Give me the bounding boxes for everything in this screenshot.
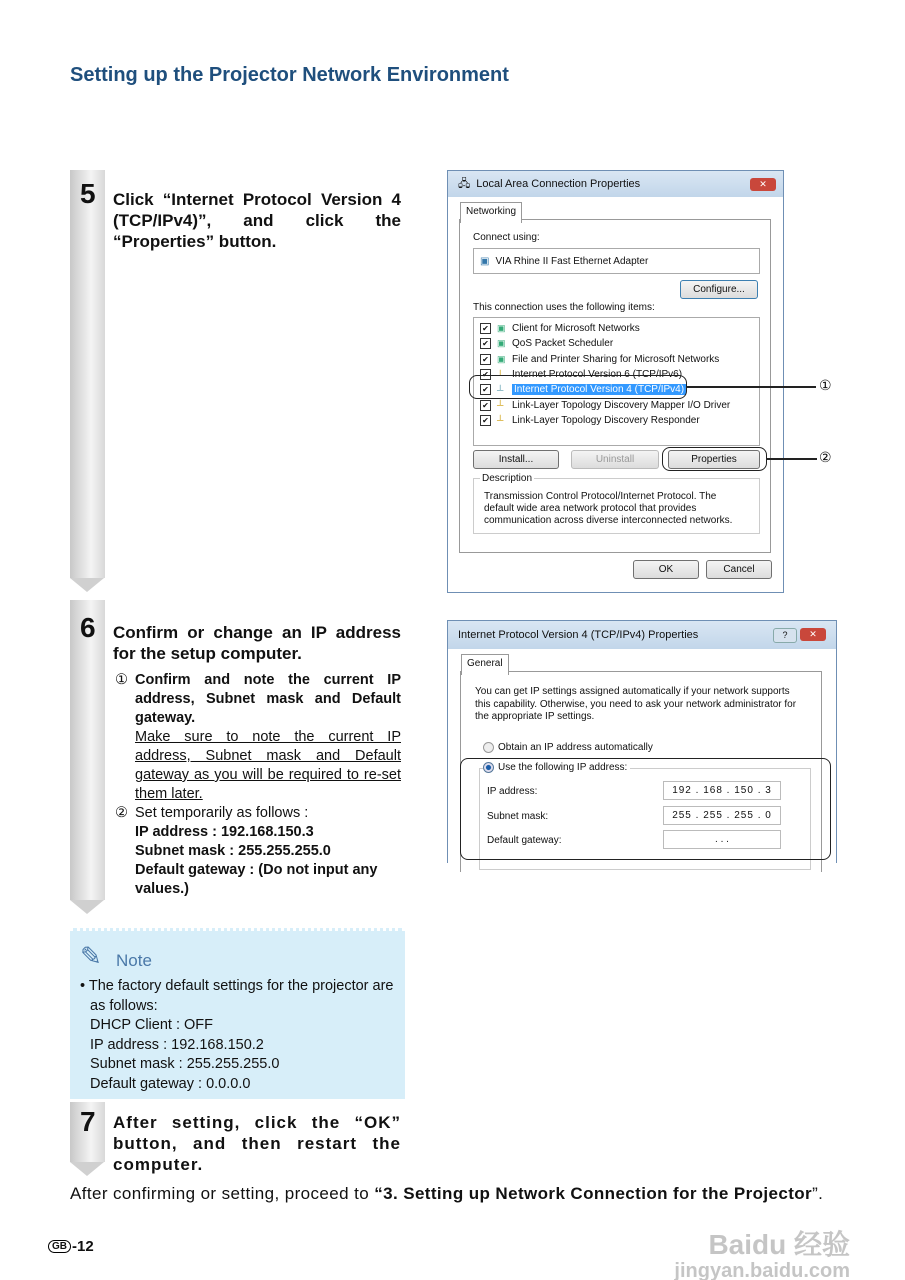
step-text: Confirm or change an IP address for the setup computer.: [113, 623, 401, 663]
ip-address-label: IP address:: [487, 786, 538, 797]
page-number: GB -12: [48, 1238, 94, 1255]
step-number: 6: [80, 612, 96, 643]
checkbox[interactable]: ✔: [480, 415, 491, 426]
adapter-icon: ▣: [480, 255, 490, 267]
step-text: Click “Internet Protocol Version 4 (TCP/IPv4)”, and click the “Properties” button.: [113, 190, 401, 251]
list-item[interactable]: ✔ ▣ File and Printer Sharing for Microsoft Networks: [474, 352, 759, 367]
list-item[interactable]: ✔ ┴ Internet Protocol Version 6 (TCP/IPv6): [474, 367, 759, 382]
note-box: [70, 928, 405, 1099]
dialog-title: Local Area Connection Properties: [476, 178, 641, 190]
checkbox[interactable]: ✔: [480, 369, 491, 380]
adapter-field: ▣ VIA Rhine II Fast Ethernet Adapter: [473, 248, 760, 274]
callout-ring: [469, 375, 687, 399]
sharing-icon: ▣: [497, 353, 506, 364]
default-gateway-input[interactable]: . . .: [663, 830, 781, 849]
protocol-icon: ┴: [497, 369, 504, 380]
callout-number: ①: [819, 377, 832, 393]
tab-general[interactable]: General: [461, 654, 509, 675]
note-body: • The factory default settings for the projector are as follows: DHCP Client : OFF IP address : 192.168.150.2 Subnet mask : 255.255.255.0 Default gateway : 0.0.0.0: [80, 978, 394, 1092]
dialog-title: Internet Protocol Version 4 (TCP/IPv4) Properties: [458, 629, 699, 641]
step-text: After setting, click the “OK” button, and then restart the computer.: [113, 1113, 401, 1174]
callout-ring: [662, 447, 767, 471]
list-item-selected[interactable]: ✔ ┴ Internet Protocol Version 4 (TCP/IPv4): [474, 382, 759, 397]
callout-line: [766, 458, 817, 460]
callout-ring: [460, 758, 831, 860]
list-item[interactable]: ✔ ▣ Client for Microsoft Networks: [474, 321, 759, 336]
radio-manual[interactable]: Use the following IP address:: [483, 762, 630, 773]
cancel-button[interactable]: Cancel: [706, 560, 772, 579]
help-button[interactable]: ?: [773, 628, 797, 643]
items-label: This connection uses the following items:: [473, 302, 655, 313]
step-bar: [70, 600, 105, 900]
page-title: Setting up the Projector Network Environment: [70, 64, 509, 86]
checkbox[interactable]: ✔: [480, 338, 491, 349]
install-button[interactable]: Install...: [473, 450, 559, 469]
checkbox[interactable]: ✔: [480, 323, 491, 334]
step-details: ① Confirm and note the current IP address, Subnet mask and Default gateway. Make sure to note the current IP address, Subnet mask and Default gateway as you will be required to re-set them later. ② Set temporarily as follows : IP address : 192.168.150.3 Subnet mask : 255.255.255.0 Default gateway : (Do not input any values.): [115, 672, 401, 897]
default-gateway-label: Default gateway:: [487, 835, 562, 846]
step-number: 7: [80, 1106, 96, 1137]
radio-button[interactable]: [483, 742, 494, 753]
callout-number: ②: [819, 449, 832, 465]
ip-address-input[interactable]: 192 . 168 . 150 . 3: [663, 781, 781, 800]
description-group: Description Transmission Control Protocol/Internet Protocol. The default wide area network protocol that provides communication across diverse interconnected networks.: [473, 478, 760, 534]
checkbox[interactable]: ✔: [480, 400, 491, 411]
checkbox[interactable]: ✔: [480, 384, 491, 395]
callout-line: [686, 386, 816, 388]
close-button[interactable]: ✕: [800, 628, 826, 641]
network-icon: 🖧: [458, 177, 471, 190]
uninstall-button[interactable]: Uninstall: [571, 450, 659, 469]
radio-auto[interactable]: Obtain an IP address automatically: [483, 742, 653, 753]
step-bar: [70, 170, 105, 578]
protocol-icon: ┴: [497, 400, 504, 411]
configure-button[interactable]: Configure...: [680, 280, 758, 299]
client-icon: ▣: [497, 323, 506, 334]
note-heading: Note: [116, 951, 152, 970]
watermark: Baidu 经验 jingyan.baidu.com: [674, 1229, 850, 1280]
bottom-paragraph: After confirming or setting, proceed to “3. Setting up Network Connection for the Projector”.: [70, 1184, 824, 1203]
list-item[interactable]: ✔ ┴ Link-Layer Topology Discovery Mapper I/O Driver: [474, 397, 759, 412]
subnet-mask-input[interactable]: 255 . 255 . 255 . 0: [663, 806, 781, 825]
subnet-mask-label: Subnet mask:: [487, 811, 549, 822]
protocol-icon: ┴: [497, 415, 504, 426]
pencil-icon: ✎: [80, 941, 102, 971]
close-button[interactable]: ✕: [750, 178, 776, 191]
intro-text: You can get IP settings assigned automatically if your network supports this capability. Otherwise, you need to ask your network administrator for the appropriate IP settings.: [475, 686, 797, 722]
checkbox[interactable]: ✔: [480, 354, 491, 365]
ok-button[interactable]: OK: [633, 560, 699, 579]
connect-using-label: Connect using:: [473, 232, 540, 243]
description-text: Transmission Control Protocol/Internet Protocol. The default wide area network protocol that provides communication across diverse interconnected networks.: [484, 491, 733, 526]
list-item[interactable]: ✔ ┴ Link-Layer Topology Discovery Responder: [474, 413, 759, 428]
tab-networking[interactable]: Networking: [460, 202, 522, 223]
scheduler-icon: ▣: [497, 338, 506, 349]
step-number: 5: [80, 178, 96, 209]
protocol-icon: ┴: [497, 384, 504, 395]
properties-button[interactable]: Properties: [668, 450, 760, 469]
list-item[interactable]: ✔ ▣ QoS Packet Scheduler: [474, 336, 759, 351]
